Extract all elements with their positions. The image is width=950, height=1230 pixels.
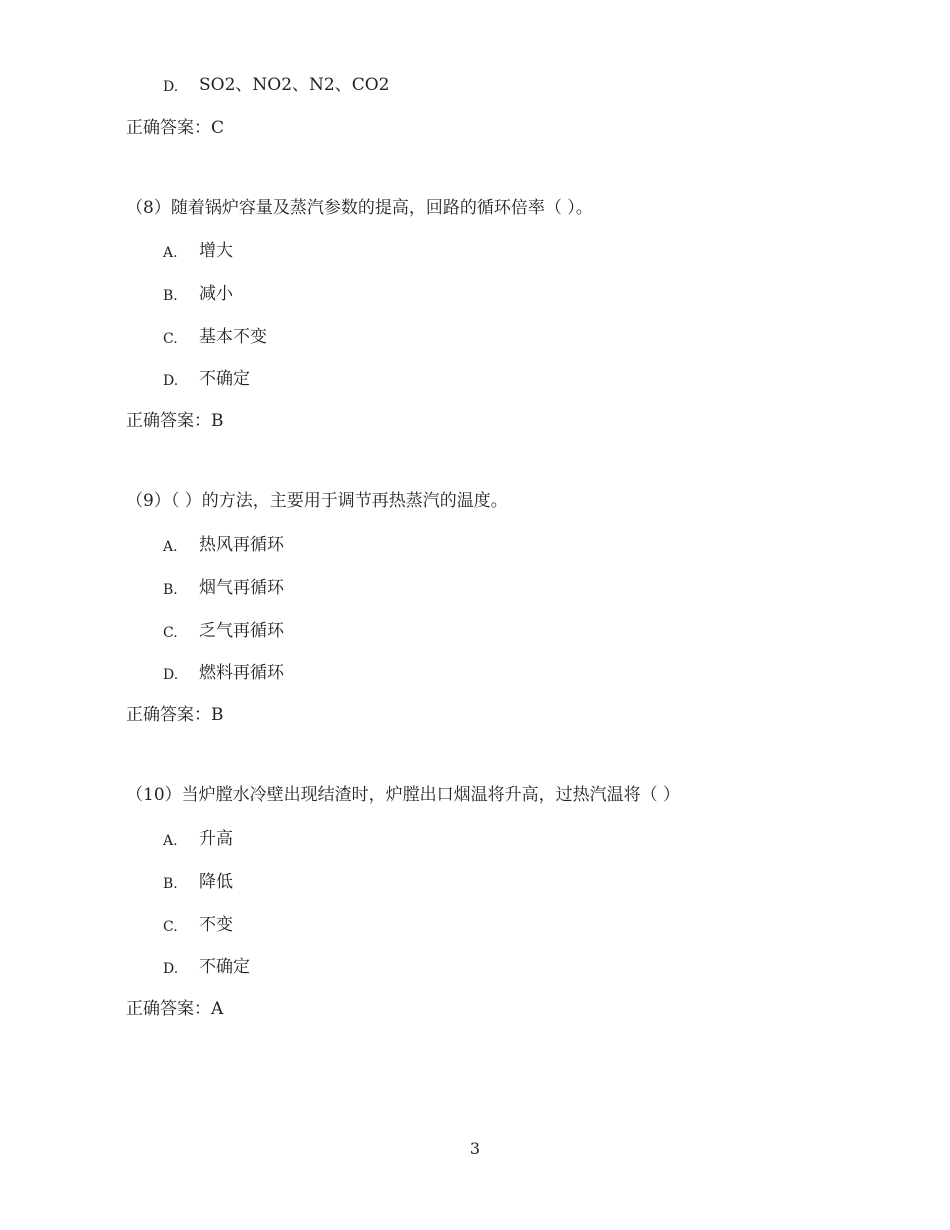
- option-text: 烟气再循环: [199, 578, 284, 598]
- option-letter: A.: [163, 539, 178, 555]
- correct-answer: 正确答案：B: [126, 705, 224, 725]
- option-letter: D.: [163, 79, 179, 95]
- option-text: 不变: [199, 915, 233, 935]
- option-text: 燃料再循环: [199, 663, 284, 683]
- option-letter: D.: [163, 961, 179, 977]
- question-stem: （8）随着锅炉容量及蒸汽参数的提高，回路的循环倍率（ ）。: [126, 198, 593, 218]
- question-stem: （10）当炉膛水冷壁出现结渣时，炉膛出口烟温将升高，过热汽温将（ ）: [126, 785, 681, 805]
- option-letter: C.: [163, 625, 178, 641]
- correct-answer: 正确答案：C: [126, 118, 225, 138]
- question-stem: （9）（ ）的方法，主要用于调节再热蒸汽的温度。: [126, 491, 508, 511]
- option-letter: B.: [163, 876, 178, 892]
- option-letter: B.: [163, 288, 178, 304]
- option-text: 减小: [199, 284, 233, 304]
- correct-answer: 正确答案：A: [126, 999, 224, 1019]
- page-number: 3: [469, 1139, 481, 1158]
- option-letter: A.: [163, 245, 178, 261]
- option-letter: D.: [163, 373, 179, 389]
- option-letter: B.: [163, 582, 178, 598]
- option-text: 升高: [199, 829, 233, 849]
- option-text: 不确定: [199, 957, 250, 977]
- option-text: 热风再循环: [199, 535, 284, 555]
- option-text: 基本不变: [199, 327, 267, 347]
- option-letter: C.: [163, 919, 178, 935]
- option-text: 增大: [199, 241, 233, 261]
- option-text: 降低: [199, 872, 233, 892]
- option-letter: C.: [163, 331, 178, 347]
- option-text: 乏气再循环: [199, 621, 284, 641]
- option-letter: D.: [163, 667, 179, 683]
- option-letter: A.: [163, 833, 178, 849]
- option-text: 不确定: [199, 369, 250, 389]
- option-text: SO2、NO2、N2、CO2: [199, 75, 390, 95]
- correct-answer: 正确答案：B: [126, 411, 224, 431]
